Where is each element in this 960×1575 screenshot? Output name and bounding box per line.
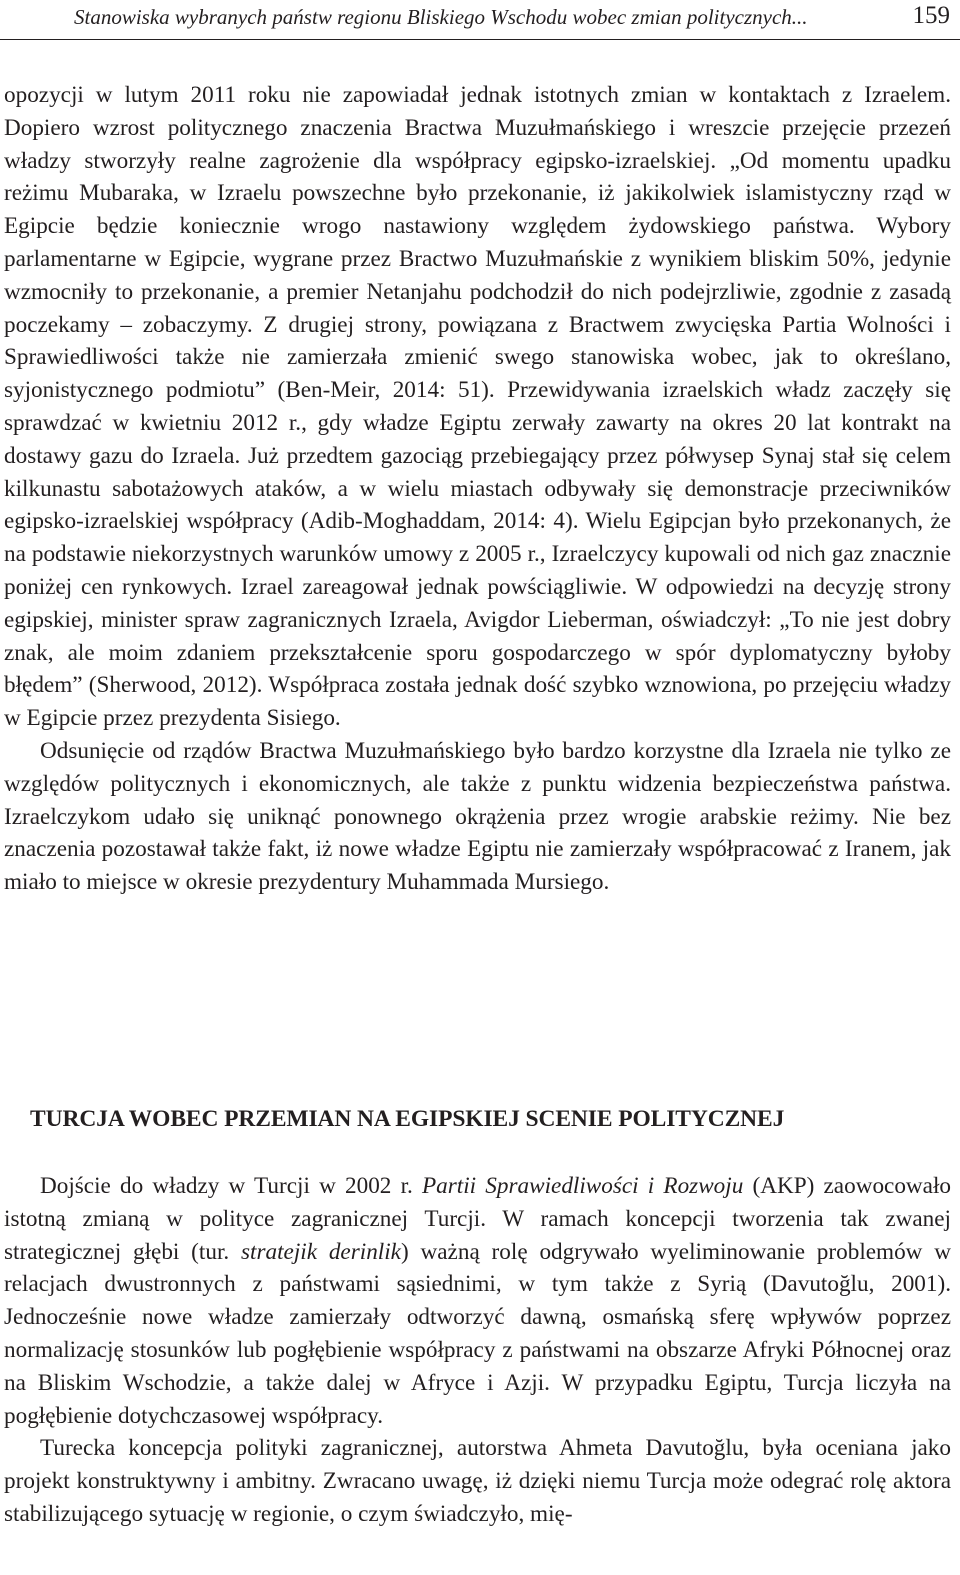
paragraph-2: Odsunięcie od rządów Bractwa Muzułmańskiego było bardzo korzystne dla Izraela nie tylko ze względów politycznych i ekonomicznych, ale także z punktu widzenia bezpieczeństwa państwa. Izraelczykom udało się uniknąć ponownego okrążenia przez wrogie arabskie reżimy. Nie bez znaczenia pozostawał także fakt, iż nowe władze Egiptu nie zamierzały współpracować z Iranem, jak miało to miejsce w okresie prezydentury Muhammada Mursiego. [4,737,951,896]
paragraph-3-part-b: (AKP) zaowocowało istotną zmianą w polityce zagranicznej Turcji. W ramach koncepcji tworzenia tak zwanej strategicznej głębi (tur. [4,1173,951,1265]
header-divider [0,39,960,40]
paragraph-4: Turecka koncepcja polityki zagranicznej, autorstwa Ahmeta Davutoğlu, była oceniana jako projekt konstruktywny i ambitny. Zwracano uwagę, iż dzięki niemu Turcja może odegrać rolę aktora stabilizującego sytuację w regionie, o czym świadczyło, mię- [4,1435,951,1527]
paragraph-3-part-c: ) ważną rolę odgrywało wyeliminowanie problemów w relacjach dwustronnych z państwami sąsiednimi, w tym także z Syrią (Davutoğlu, 2001). Jednocześnie nowe władze zamierzały odtworzyć dawną, osmańską sferę wpływów poprzez normalizację stosunków lub pogłębienie współpracy z państwami na obszarze Afryki Północnej oraz na Bliskim Wschodzie, a także dalej w Afryce i Azji. W przypadku Egiptu, Turcja liczyła na pogłębienie dotychczasowej współpracy. [4,1238,951,1429]
body-text-lower [4,1170,951,1531]
paragraph-1: opozycji w lutym 2011 roku nie zapowiadał jednak istotnych zmian w kontaktach z Izraelem. Dopiero wzrost politycznego znaczenia Bractwa Muzułmańskiego i wreszcie przejęcie przezeń władzy stworzyły realne zagrożenie dla współpracy egipsko-izraelskiej. „Od momentu upadku reżimu Mubaraka, w Izraelu powszechne było przekonanie, iż jakikolwiek islamistyczny rząd w Egipcie będzie koniecznie wrogo nastawiony względem żydowskiego państwa. Wybory parlamentarne w Egipcie, wygrane przez Bractwo Muzułmańskie z wynikiem bliskim 50%, jedynie wzmocniły to przekonanie, a premier Netanjahu podchodził do nich podejrzliwie, zgodnie z zasadą poczekamy – zobaczymy. Z drugiej strony, powiązana z Bractwem zwycięska Partia Wolności i Sprawiedliwości także nie zamierzała zmienić swego stanowiska wobec, jak to określano, syjonistycznego podmiotu” (Ben-Meir, 2014: 51). Przewidywania izraelskich władz zaczęły się sprawdzać w kwietniu 2012 r., gdy władze Egiptu zerwały zawarty na okres 20 lat kontrakt na dostawy gazu do Izraela. Już przedtem gazociąg przebiegający przez półwysep Synaj stał się celem kilkunastu sabotażowych ataków, a w wielu miastach odbywały się demonstracje przeciwników egipsko-izraelskiej współpracy (Adib-Moghaddam, 2014: 4). Wielu Egipcjan było przekonanych, że na podstawie niekorzystnych warunków umowy z 2005 r., Izraelczycy kupowali od nich gaz znacznie poniżej cen rynkowych. Izrael zareagował jednak powściągliwie. W odpowiedzi na decyzję strony egipskiej, minister spraw zagranicznych Izraela, Avigdor Lieberman, oświadczył: „To nie jest dobry znak, ale moim zdaniem przekształcenie sporu gospodarczego w spór dyplomatyczny byłoby błędem” (Sherwood, 2012). Współpraca została jednak dość szybko wznowiona, po przejęciu władzy w Egipcie przez prezydenta Sisiego. [4,82,951,732]
page-number: 159 [912,2,950,29]
paragraph-3-part-a: Dojście do władzy w Turcji w 2002 r. [40,1173,423,1199]
section-heading: TURCJA WOBEC PRZEMIAN NA EGIPSKIEJ SCENIE POLITYCZNEJ [30,1106,785,1132]
page-header [0,0,960,48]
turkish-term-italic: stratejik derinlik [241,1238,401,1265]
body-text-upper [4,79,951,899]
party-name-italic: Partii Sprawiedliwości i Rozwoju [422,1173,744,1199]
paragraph-3 [4,1170,951,1432]
running-title: Stanowiska wybranych państw regionu Bliskiego Wschodu wobec zmian politycznych... [74,5,808,29]
